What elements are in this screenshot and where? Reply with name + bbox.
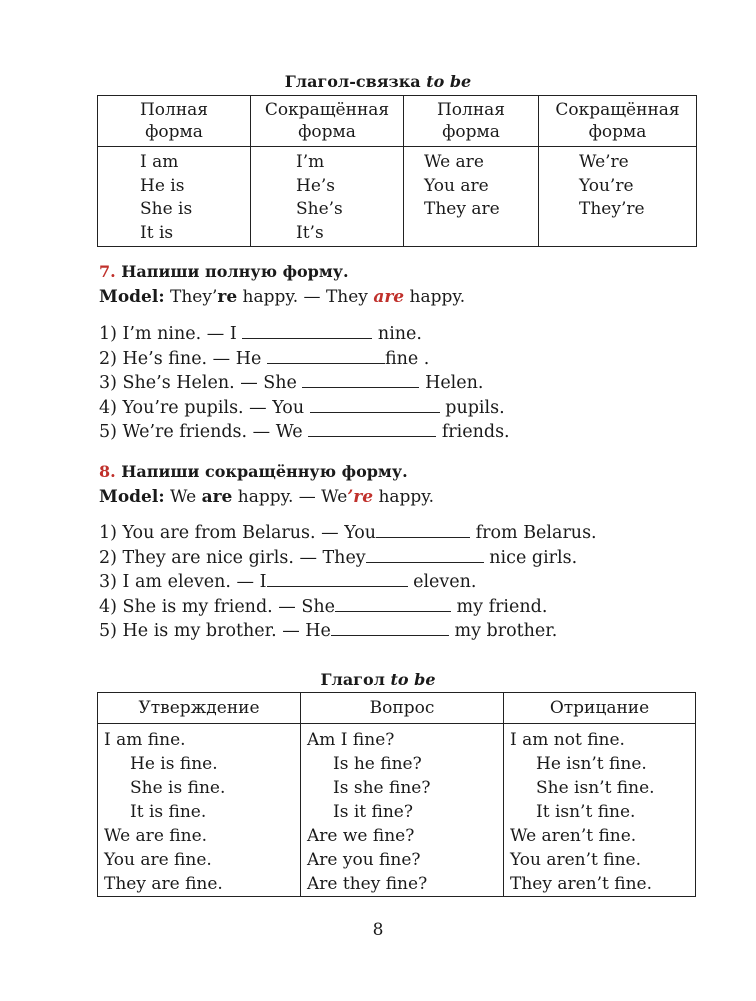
table2-caption: Глагол to be [320,670,436,689]
header-full-form: Полная форма [98,96,251,147]
answer-blank[interactable] [267,349,385,364]
affirmative-cell: I am fine. He is fine. She is fine. It is fine. We are fine. You are fine. They are fine. [98,724,301,897]
list-item: 3) I am eleven. — I eleven. [99,572,477,593]
list-item: 1) I’m nine. — I nine. [99,324,422,344]
list-item: 5) We’re friends. — We friends. [99,422,510,443]
exercise-8-model: Model: We are happy. — We’re happy. [99,487,435,507]
header-short-form: Сокращённая форма [251,96,404,147]
exercise-8-title: 8. Напиши сокращённую форму. [99,462,408,481]
answer-blank[interactable] [310,398,440,413]
answer-blank[interactable] [302,373,419,388]
question-cell: Am I fine? Is he fine? Is she fine? Is it fine? Are we fine? Are you fine? Are they fine? [301,724,504,897]
answer-blank[interactable] [335,597,451,612]
table1-caption: Глагол-связка to be [284,72,472,91]
negative-cell: I am not fine. He isn’t fine. She isn’t fine. It isn’t fine. We aren’t fine. You aren’t fine. They aren’t fine. [504,724,696,897]
list-item: 3) She’s Helen. — She Helen. [99,373,484,394]
exercise-8-list [99,521,597,644]
answer-blank[interactable] [267,572,408,587]
verb-to-be-table [97,692,696,897]
list-item: 4) You’re pupils. — You pupils. [99,397,505,418]
answer-blank[interactable] [242,324,372,339]
answer-blank[interactable] [331,621,449,636]
header-negative: Отрицание [504,693,696,724]
header-question: Вопрос [301,693,504,724]
answer-blank[interactable] [366,548,484,563]
short-form-singular-cell: I’m He’s She’s It’s [251,147,404,247]
list-item: 4) She is my friend. — She my friend. [99,596,548,617]
full-form-singular-cell: I am He is She is It is [98,147,251,247]
list-item: 2) He’s fine. — He fine . [99,348,430,369]
list-item: 2) They are nice girls. — They nice girls. [99,547,578,568]
linking-verb-table [97,95,697,247]
exercise-7-model: Model: They’re happy. — They are happy. [99,287,466,307]
exercise-7-list [99,322,510,445]
exercise-7-title: 7. Напиши полную форму. [99,262,349,281]
answer-blank[interactable] [376,523,470,538]
header-full-form: Полная форма [404,96,539,147]
header-affirmative: Утверждение [98,693,301,724]
answer-blank[interactable] [308,422,436,437]
list-item: 5) He is my brother. — He my brother. [99,621,558,642]
full-form-plural-cell: We are You are They are [404,147,539,247]
header-short-form: Сокращённая форма [539,96,697,147]
page-number: 8 [372,920,384,940]
list-item: 1) You are from Belarus. — You from Belarus. [99,523,597,543]
short-form-plural-cell: We’re You’re They’re [539,147,697,247]
